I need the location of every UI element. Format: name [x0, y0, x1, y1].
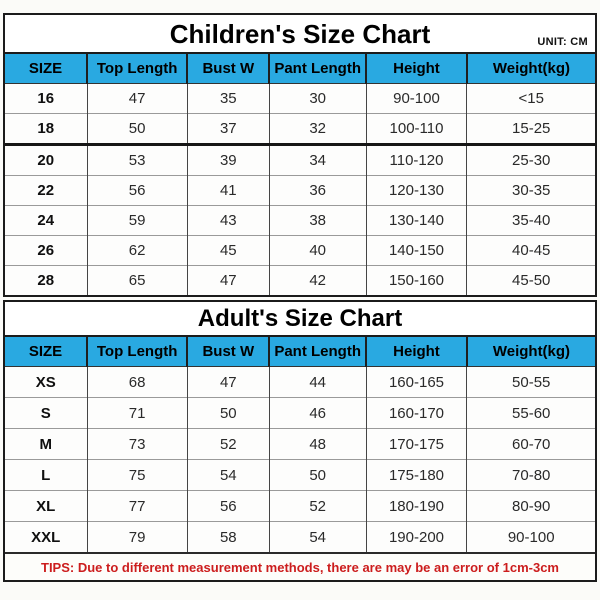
table-cell: 60-70	[467, 429, 595, 460]
table-cell: 42	[269, 266, 366, 296]
size-cell: XXL	[5, 522, 87, 553]
table-cell: 140-150	[366, 236, 467, 266]
size-cell: M	[5, 429, 87, 460]
size-cell: 18	[5, 114, 87, 145]
table-cell: 38	[269, 206, 366, 236]
children-size-table	[5, 54, 595, 295]
table-cell: 73	[87, 429, 187, 460]
unit-label: UNIT: CM	[537, 36, 588, 48]
table-cell: 50	[87, 114, 187, 145]
table-row	[5, 398, 595, 429]
adult-chart-title-row	[5, 302, 595, 337]
table-cell: 170-175	[366, 429, 467, 460]
table-cell: 80-90	[467, 491, 595, 522]
table-cell: 59	[87, 206, 187, 236]
table-cell: 47	[187, 367, 269, 398]
table-row	[5, 266, 595, 296]
header-cell: Height	[366, 337, 467, 367]
table-cell: 45	[187, 236, 269, 266]
table-cell: 32	[269, 114, 366, 145]
table-cell: 47	[87, 84, 187, 114]
table-row	[5, 236, 595, 266]
table-cell: 48	[269, 429, 366, 460]
header-cell: Top Length	[87, 337, 187, 367]
table-cell: 54	[187, 460, 269, 491]
table-row	[5, 522, 595, 553]
header-cell: Weight(kg)	[467, 337, 595, 367]
table-row	[5, 145, 595, 176]
table-row	[5, 84, 595, 114]
size-cell: 28	[5, 266, 87, 296]
size-cell: 20	[5, 145, 87, 176]
size-cell: 16	[5, 84, 87, 114]
table-cell: 46	[269, 398, 366, 429]
size-cell: 22	[5, 176, 87, 206]
table-cell: 34	[269, 145, 366, 176]
table-row	[5, 491, 595, 522]
table-cell: 110-120	[366, 145, 467, 176]
table-cell: <15	[467, 84, 595, 114]
children-chart-title-row	[5, 15, 595, 54]
table-cell: 52	[269, 491, 366, 522]
table-cell: 160-170	[366, 398, 467, 429]
table-cell: 90-100	[467, 522, 595, 553]
table-cell: 71	[87, 398, 187, 429]
header-cell: Height	[366, 54, 467, 84]
table-cell: 39	[187, 145, 269, 176]
table-cell: 55-60	[467, 398, 595, 429]
table-cell: 45-50	[467, 266, 595, 296]
table-cell: 35-40	[467, 206, 595, 236]
table-cell: 50-55	[467, 367, 595, 398]
header-cell: SIZE	[5, 337, 87, 367]
header-cell: Pant Length	[269, 54, 366, 84]
table-cell: 180-190	[366, 491, 467, 522]
table-cell: 100-110	[366, 114, 467, 145]
tips-note: TIPS: Due to different measurement methods, there are may be an error of 1cm-3cm	[5, 552, 595, 580]
table-cell: 41	[187, 176, 269, 206]
table-cell: 50	[269, 460, 366, 491]
table-row	[5, 429, 595, 460]
table-cell: 120-130	[366, 176, 467, 206]
table-row	[5, 206, 595, 236]
table-cell: 25-30	[467, 145, 595, 176]
table-cell: 79	[87, 522, 187, 553]
table-cell: 30	[269, 84, 366, 114]
table-cell: 160-165	[366, 367, 467, 398]
table-cell: 65	[87, 266, 187, 296]
header-cell: Bust W	[187, 54, 269, 84]
table-cell: 52	[187, 429, 269, 460]
table-cell: 44	[269, 367, 366, 398]
adult-size-table	[5, 337, 595, 552]
table-cell: 190-200	[366, 522, 467, 553]
size-cell: 26	[5, 236, 87, 266]
size-cell: XS	[5, 367, 87, 398]
table-cell: 15-25	[467, 114, 595, 145]
size-cell: XL	[5, 491, 87, 522]
table-cell: 68	[87, 367, 187, 398]
table-cell: 37	[187, 114, 269, 145]
table-cell: 36	[269, 176, 366, 206]
table-cell: 62	[87, 236, 187, 266]
table-cell: 50	[187, 398, 269, 429]
adult-size-chart-section	[3, 300, 597, 582]
table-row	[5, 460, 595, 491]
children-size-chart-section	[3, 13, 597, 297]
header-cell: Pant Length	[269, 337, 366, 367]
table-cell: 175-180	[366, 460, 467, 491]
header-row	[5, 337, 595, 367]
table-cell: 130-140	[366, 206, 467, 236]
size-cell: S	[5, 398, 87, 429]
table-cell: 47	[187, 266, 269, 296]
table-cell: 30-35	[467, 176, 595, 206]
table-cell: 35	[187, 84, 269, 114]
children-chart-title: Children's Size Chart	[169, 18, 431, 49]
size-cell: L	[5, 460, 87, 491]
table-row	[5, 176, 595, 206]
table-row	[5, 367, 595, 398]
header-cell: SIZE	[5, 54, 87, 84]
table-cell: 75	[87, 460, 187, 491]
table-cell: 56	[187, 491, 269, 522]
table-cell: 77	[87, 491, 187, 522]
table-cell: 40-45	[467, 236, 595, 266]
table-row	[5, 114, 595, 145]
table-cell: 54	[269, 522, 366, 553]
header-row	[5, 54, 595, 84]
table-cell: 40	[269, 236, 366, 266]
table-cell: 70-80	[467, 460, 595, 491]
table-cell: 90-100	[366, 84, 467, 114]
header-cell: Bust W	[187, 337, 269, 367]
header-cell: Top Length	[87, 54, 187, 84]
table-cell: 53	[87, 145, 187, 176]
table-cell: 43	[187, 206, 269, 236]
size-cell: 24	[5, 206, 87, 236]
adult-chart-title: Adult's Size Chart	[197, 304, 403, 332]
table-cell: 56	[87, 176, 187, 206]
table-cell: 58	[187, 522, 269, 553]
table-cell: 150-160	[366, 266, 467, 296]
header-cell: Weight(kg)	[467, 54, 595, 84]
